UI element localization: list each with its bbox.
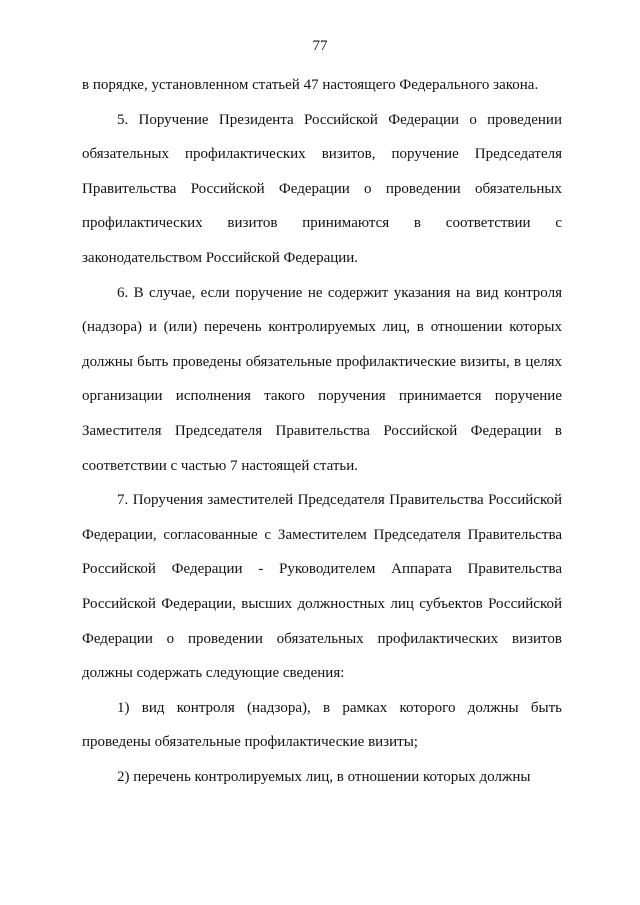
paragraph-continuation: в порядке, установленном статьей 47 настоящего Федерального закона. [82,77,539,93]
paragraph-item-5: 5. Поручение Президента Российской Федерации о проведении обязательных профилактических визитов, поручение Председателя Правительства Российской Федерации о проведении обязательных профилактических визитов принимаются в соответствии с законодательством Российской Федерации. [82,111,562,266]
document-body [82,68,562,794]
paragraph-item-7: 7. Поручения заместителей Председателя Правительства Российской Федерации, согласованные с Заместителем Председателя Правительства Российской Федерации - Руководителем Аппарата Правительства Российской Федерации, высших должностных лиц субъектов Российской Федерации о проведении обязательных профилактических визитов должны содержать следующие сведения: [82,492,562,682]
paragraph-item-6: 6. В случае, если поручение не содержит указания на вид контроля (надзора) и (или) перечень контролируемых лиц, в отношении которых должны быть проведены обязательные профилактические визиты, в целях организации исполнения такого поручения принимается поручение Заместителя Председателя Правительства Российской Федерации в соответствии с частью 7 настоящей статьи. [82,284,562,474]
page-number: 77 [312,38,328,54]
paragraph-subitem-2: 2) перечень контролируемых лиц, в отношении которых должны [117,768,531,785]
paragraph-subitem-1: 1) вид контроля (надзора), в рамках которого должны быть проведены обязательные профилактические визиты; [82,699,562,751]
